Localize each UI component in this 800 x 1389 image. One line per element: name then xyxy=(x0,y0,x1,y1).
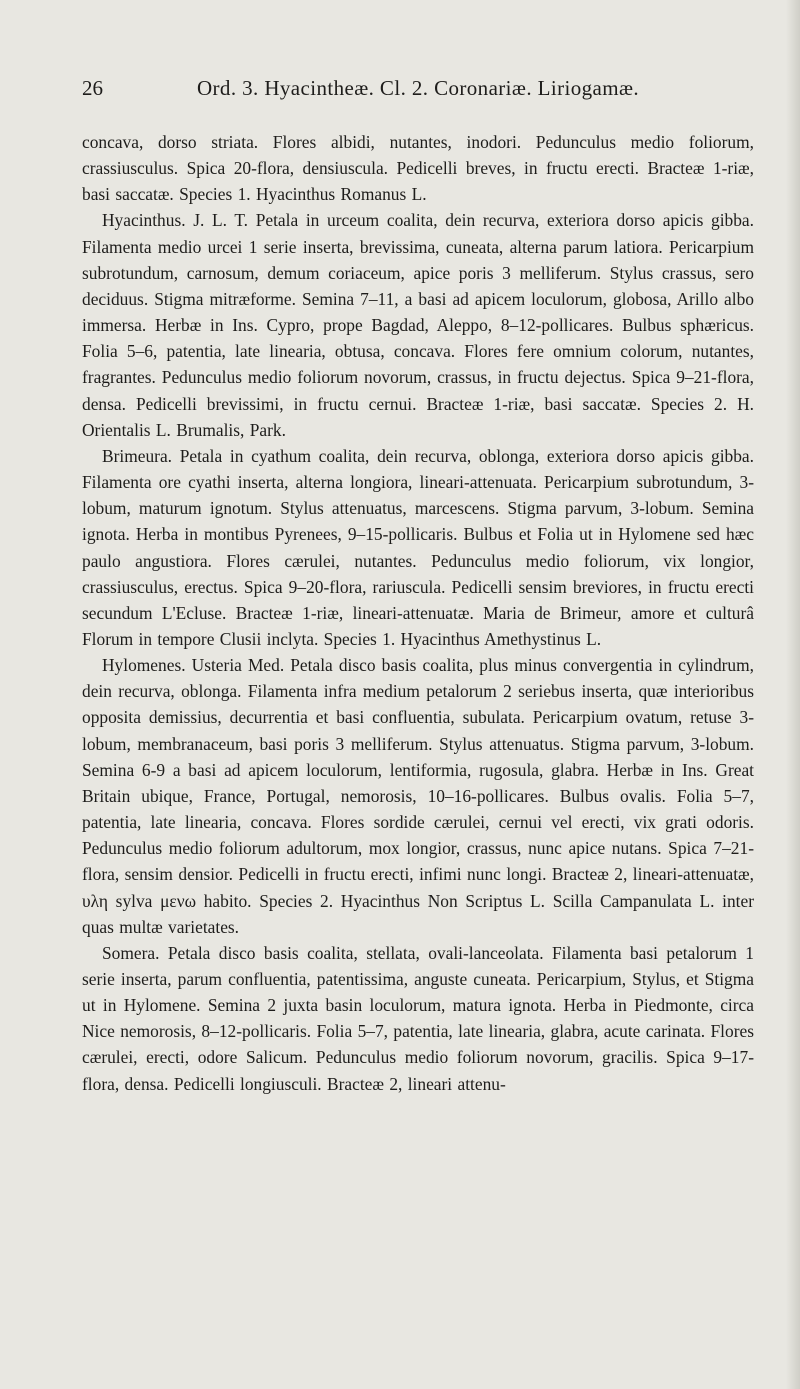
running-head: Ord. 3. Hyacintheæ. Cl. 2. Coronariæ. Liriogamæ. xyxy=(196,76,640,100)
body-text xyxy=(82,129,754,1097)
paragraph-hylomenes: Hylomenes. Usteria Med. Petala disco basis coalita, plus minus convergentia in cylindrum, dein recurva, oblonga. Filamenta infra medium petalorum 2 seriebus inserta, quæ interioribus opposita demissius, decurrentia et basi confluentia, subulata. Pericarpium ovatum, retuse 3-lobum, membranaceum, basi poris 3 melliferum. Stylus attenuatus. Stigma parvum, 3-lobum. Semina 6-9 a basi ad apicem loculorum, lentiformia, rugosula, glabra. Herbæ in Ins. Great Britain ubique, France, Portugal, nemorosis, 10–16-pollicares. Bulbus ovalis. Folia 5–7, patentia, late linearia, concava. Flores sordide cærulei, cernui vel erecti, vix grati odoris. Pedunculus medio foliorum adultorum, mox longior, crassus, nunc apice nutans. Spica 7–21-flora, sensim densior. Pedicelli in fructu erecti, infimi nunc longi. Bracteæ 2, lineari-attenuatæ, υλη sylva μενω habito. Species 2. Hyacinthus Non Scriptus L. Scilla Campanulata L. inter quas multæ varietates. xyxy=(82,655,754,937)
page-header xyxy=(82,76,754,101)
paragraph-brimeura: Brimeura. Petala in cyathum coalita, dein recurva, oblonga, exteriora dorso apicis gibba. Filamenta ore cyathi inserta, alterna longiora, lineari-attenuata. Pericarpium subrotundum, 3-lobum, maturum ignotum. Stylus attenuatus, marcescens. Stigma parvum, 3-lobum. Semina ignota. Herba in montibus Pyrenees, 9–15-pollicaris. Bulbus et Folia ut in Hylomene sed hæc paulo angustiora. Flores cærulei, nutantes. Pedunculus medio foliorum, vix longior, crassiusculus, erectus. Spica 9–20-flora, rariuscula. Pedicelli sensim breviores, in fructu erecti secundum L'Ecluse. Bracteæ 1-riæ, lineari-attenuatæ. Maria de Brimeur, amore et culturâ Florum in tempore Clusii inclyta. Species 1. Hyacinthus Amethystinus L. xyxy=(82,445,754,649)
paragraph-somera: Somera. Petala disco basis coalita, stellata, ovali-lanceolata. Filamenta basi petalorum 1 serie inserta, parum confluentia, patentissima, anguste cuneata. Pericarpium, Stylus, et Stigma ut in Hylomene. Semina 2 juxta basin loculorum, matura ignota. Herba in Piedmonte, circa Nice nemorosis, 8–12-pollicaris. Folia 5–7, patentia, late linearia, glabra, acute carinata. Flores cærulei, erecti, odore Salicum. Pedunculus medio foliorum novorum, gracilis. Spica 9–17-flora, densa. Pedicelli longiusculi. Bracteæ 2, lineari attenu- xyxy=(82,942,754,1094)
paragraph-continuation: concava, dorso striata. Flores albidi, nutantes, inodori. Pedunculus medio foliorum, crassiusculus. Spica 20-flora, densiuscula. Pedicelli breves, in fructu erecti. Bracteæ 1-riæ, basi saccatæ. Species 1. Hyacinthus Romanus L. xyxy=(82,132,754,205)
page-edge-shadow xyxy=(786,0,800,1389)
paragraph-hyacinthus: Hyacinthus. J. L. T. Petala in urceum coalita, dein recurva, exteriora dorso apicis gibba. Filamenta medio urcei 1 serie inserta, brevissima, cuneata, alterna parum latiora. Pericarpium subrotundum, carnosum, demum coriaceum, apice poris 3 melliferum. Stylus crassus, sero deciduus. Stigma mitræforme. Semina 7–11, a basi ad apicem loculorum, globosa, Arillo albo immersa. Herbæ in Ins. Cypro, prope Bagdad, Aleppo, 8–12-pollicares. Bulbus sphæricus. Folia 5–6, patentia, late linearia, obtusa, concava. Flores fere omnium colorum, nutantes, fragrantes. Pedunculus medio foliorum novorum, crassus, in fructu dejectus. Spica 9–21-flora, densa. Pedicelli brevissimi, in fructu cernui. Bracteæ 1-riæ, basi saccatæ. Species 2. H. Orientalis L. Brumalis, Park. xyxy=(82,210,754,440)
page-number: 26 xyxy=(82,76,103,100)
